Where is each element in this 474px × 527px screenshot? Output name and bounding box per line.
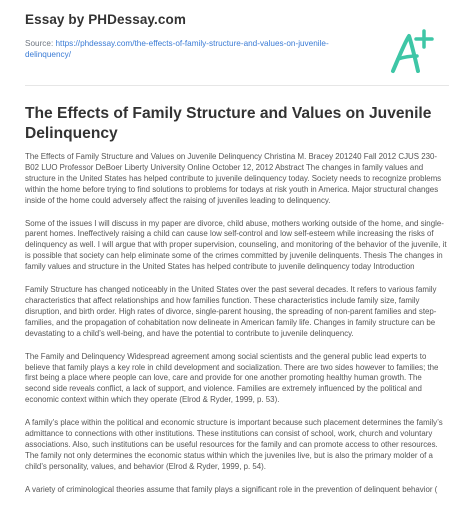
logo-strokes bbox=[393, 31, 432, 71]
article-body bbox=[25, 152, 449, 508]
paragraph-2: Some of the issues I will discuss in my paper are divorce, child abuse, mothers working outside of the home, and single-parent homes. Ineffectively raising a child can cause low self-control and low self-esteem while increasing the risks of delinquency as well. I will argue that with proper supervision, counseling, and monitoring of the behavior of the juvenile, it is possible that society can help eliminate some of the crimes committed by juvenile delinquents. Thesis The changes in family values and structure in the United States has helped contribute to juvenile delinquency today Introduction bbox=[25, 218, 447, 272]
paragraph-6: A variety of criminological theories assume that family plays a significant role in the prevention of delinquent behavior ( bbox=[25, 484, 438, 494]
source-label: Source: bbox=[25, 39, 56, 48]
site-brand[interactable]: Essay by PHDessay.com bbox=[25, 12, 186, 27]
paragraph-1: The Effects of Family Structure and Values on Juvenile Delinquency Christina M. Bracey 201240 Fall 2012 CJUS 230-B02 LUO Professor DeBoer Liberty University Online October 12, 2012 Abstract The changes in family values and structure in the United States has helped contribute to juvenile delinquency today. Society needs to recognize problems within the home before trying to find solutions to problems for todays at risk youth in America. Major structural changes inside of the home could adversely affect the raising of juveniles leading to delinquency. bbox=[25, 152, 442, 205]
paragraph-5: A family’s place within the political and economic structure is important because such placement determines the family’s admittance to connections with other institutions. These institutions can consist of school, work, church and voluntary associations. Also, such institutions can be useful resources for the family and can promote access to other resources. The family not only determines the economic status within which the juveniles live, but is also the primary molder of a child’s personality, values, and behavior (Elrod & Ryder, 1999, p. 54). bbox=[25, 418, 443, 471]
paragraph-4: The Family and Delinquency Widespread agreement among social scientists and the general public lead experts to believe that family plays a key role in child development and socialization. There are two sides however to families; the first being a place where people can love, care and provide for one another promoting healthy human growth. The second side reveals conflict, a lack of support, and violence. Families are extremely influenced by the political and economic context within which they operate (Elrod & Ryder, 1999, p. 53). bbox=[25, 351, 439, 405]
source-link[interactable]: https://phdessay.com/the-effects-of-family-structure-and-values-on-juvenile-delinquency/ bbox=[25, 39, 329, 59]
paragraph-3: Family Structure has changed noticeably in the United States over the past several decades. It refers to various family characteristics that affect relationships and how families function. These characteristics include family size, family disruption, and birth order. High rates of divorce, single-parent housing, the spreading of non-parent families and step-families, and the propagation of cohabitation now delineate in American family life. Changes in family structure can be devastating to a child’s well-being, and have the potential to contribute to juvenile delinquency. bbox=[25, 285, 437, 338]
article-title: The Effects of Family Structure and Values on Juvenile Delinquency bbox=[25, 105, 432, 142]
header-divider bbox=[25, 85, 449, 86]
source-line bbox=[25, 38, 355, 60]
a-plus-grade-icon bbox=[387, 27, 435, 77]
